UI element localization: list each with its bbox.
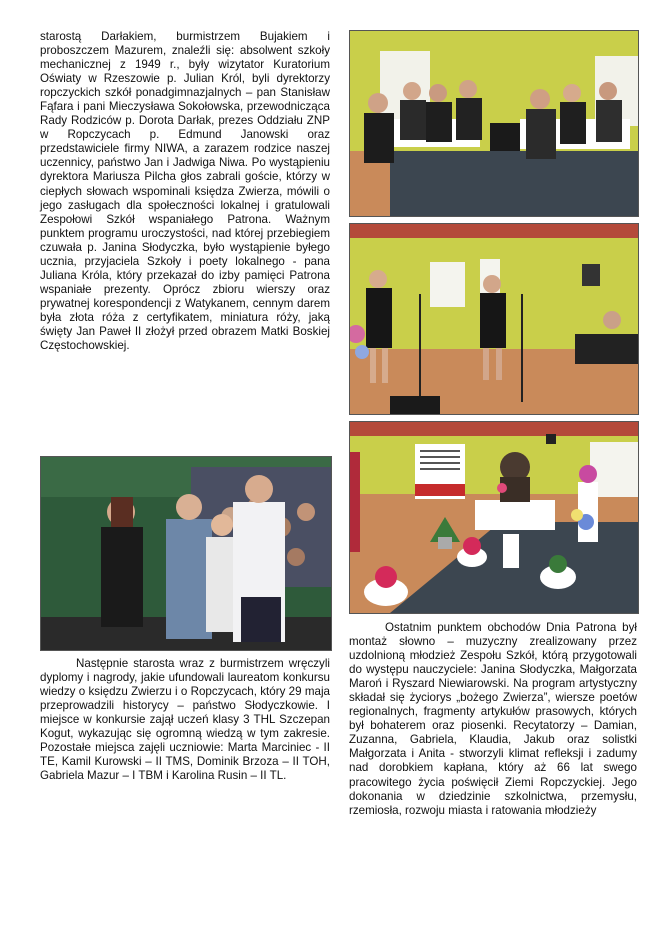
bust-display-photo: [349, 421, 639, 614]
singers-photo: [349, 223, 639, 415]
article-paragraph: Ostatnim punktem obchodów Dnia Patrona był montaż słowno – muzyczny zrealizowany przez uzdolnioną młodzież Zespołu Szkół, którą przygotowali do występu nauczyciele: Janina Słodyczka, Małgorzata Maroń i Ryszard Niewiarowski. Na program artystyczny składał się życiorys „bożego Zwierza”, wiersze poetów regionalnych, fragmenty artykułów prasowych, których był bohaterem oraz piosenki. Recytatorzy – Damian, Zuzanna, Gabriela, Klaudia, Jakub oraz solistki Małgorzata i Anita - stworzyli klimat refleksji i zadumy nad dorobkiem kapłana, który aż 66 lat swego pracowitego życia poświęcił Ziemi Ropczyckiej. Jego dokonania w dziedzinie szkolnictwa, przemysłu, rzemiosła, rozwoju miasta i ratowania młodzieży: [349, 621, 637, 817]
article-column-right-bottom: [349, 621, 637, 818]
students-stage-photo: [40, 456, 332, 651]
reciters-table-photo: [349, 30, 639, 217]
article-paragraph: starostą Darłakiem, burmistrzem Bujakiem i proboszczem Mazurem, znaleźli się: absolwent szkoły mechanicznej z 1949 r., były wizytator Kuratorium Oświaty w Rzeszowie p. Julian Król, byli dyrektorzy ropczyckich szkół ponadgimnazjalnych – pan Stanisław Fąfara i pani Mieczysława Sokołowska, przewodnicząca Rady Rodziców p. Dorota Darłak, prezes Oddziału ZNP w Ropczycach p. Edmund Janowski oraz przedstawiciele firmy NIWA, a zarazem rodzice naszej uczennicy, państwo Jan i Jadwiga Niwa. Po wystąpieniu dyrektora Mariusza Pilcha głos zabrali goście, którzy w ciepłych słowach wspominali księdza Zwierza, mówili o jego zasługach dla społeczności lokalnej i gratulowali Zespołowi Szkół wspaniałego Patrona. Ważnym punktem programu uroczystości, nad której przebiegiem czuwała p. Janina Słodyczka, było wystąpienie byłego ucznia, przyjaciela Szkoły i poety lokalnego - pana Juliana Króla, który przekazał do izby pamięci Patrona wspaniałe prezenty. Oprócz zbioru wierszy oraz prywatnej korespondencji z Watykanem, cennym darem była złota róża z certyfikatem, miniatura róży, jaką święty Jan Paweł II złożył przed obrazem Matki Boskiej Częstochowskiej.: [40, 30, 330, 353]
article-column-left-top: [40, 30, 330, 353]
article-paragraph: Następnie starosta wraz z burmistrzem wręczyli dyplomy i nagrody, jakie ufundowali laureatom konkursu wiedzy o księdzu Zwierzu i o Ropczycach, który 29 maja przeprowadzili historycy – państwo Słodyczkowie. I miejsce w konkursie zajął uczeń klasy 3 THL Szczepan Kogut, wykazując się ogromną wiedzą w tym zakresie. Pozostałe miejsca zajęli uczniowie: Marta Marciniec - II TE, Kamil Kurowski – II TMS, Dominik Brzoza – II TOH, Gabriela Mazur – I TBM i Karolina Rusin – II TL.: [40, 657, 330, 783]
article-column-left-bottom: [40, 657, 330, 783]
